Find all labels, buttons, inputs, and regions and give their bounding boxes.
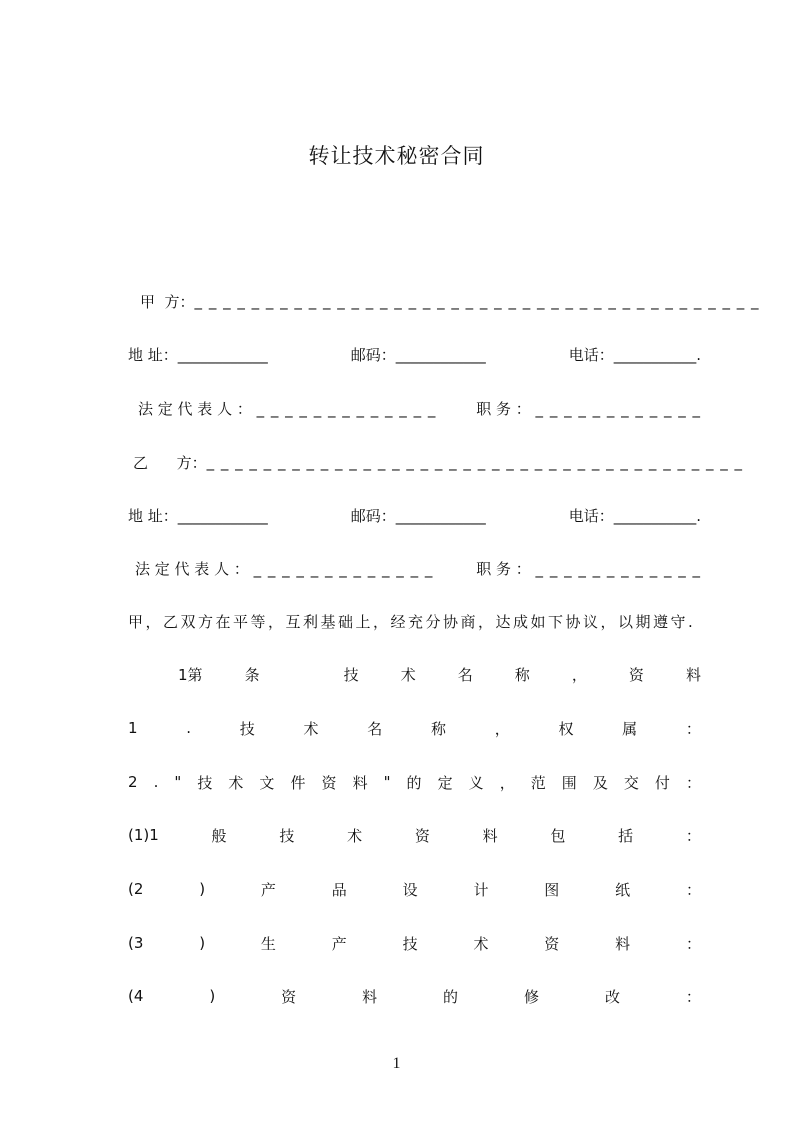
line-token: 术 <box>303 719 319 738</box>
line-token: 的 <box>406 773 422 792</box>
line-token: 资 <box>628 665 644 684</box>
line-token: . <box>153 773 159 791</box>
duty-label: 职 务 ： <box>476 399 531 418</box>
rep-blank: _ _ _ _ _ _ _ _ _ _ _ _ _ <box>253 559 434 578</box>
zip-blank: ____________ <box>395 345 486 364</box>
line-token: 料 <box>482 826 498 845</box>
line-token: ： <box>685 880 701 899</box>
sub-item-1-line <box>128 824 701 846</box>
line-token: 定 <box>437 773 453 792</box>
rep-label: 法 定 代 表 人 ： <box>138 399 252 418</box>
zip-label: 邮码： <box>350 506 396 525</box>
duty-blank: _ _ _ _ _ _ _ _ _ _ _ _ <box>535 399 701 418</box>
line-token: 1 <box>128 719 138 737</box>
line-token: ： <box>685 773 701 792</box>
line-token: 料 <box>685 665 701 684</box>
line-token: 改 <box>604 987 620 1006</box>
line-token: 术 <box>473 934 489 953</box>
line-token: 产 <box>260 880 276 899</box>
rep-label: 法 定 代 表 人 ： <box>135 559 249 578</box>
line-token: 文 <box>259 773 275 792</box>
line-token: 的 <box>443 987 459 1006</box>
line-token: 围 <box>561 773 577 792</box>
preamble-text: 甲，乙双方在平等，互利基础上，经充分协商，达成如下协议，以期遵守. <box>128 612 696 631</box>
preamble <box>128 610 701 632</box>
line-token: ) <box>209 987 216 1005</box>
address-label: 地 址： <box>128 345 178 364</box>
phone-blank: ___________. <box>613 345 701 364</box>
phone-label: 电话： <box>568 506 614 525</box>
line-token: 图 <box>544 880 560 899</box>
line-token: ： <box>685 719 701 738</box>
sub-item-2-line <box>128 878 701 900</box>
line-token: 修 <box>524 987 540 1006</box>
party-a-label: 甲 方： <box>140 292 195 311</box>
line-token: 产 <box>331 934 347 953</box>
line-token: 般 <box>211 826 227 845</box>
line-token: 范 <box>530 773 546 792</box>
line-token: 交 <box>623 773 639 792</box>
line-token: ， <box>571 665 587 684</box>
line-token: ： <box>685 934 701 953</box>
party-b-line <box>133 451 744 473</box>
line-token: ) <box>199 934 206 952</box>
line-token: 料 <box>352 773 368 792</box>
page-number: 1 <box>392 1055 401 1072</box>
sub-item-4-line <box>128 985 701 1007</box>
zip-label: 邮码： <box>350 345 396 364</box>
line-token: ) <box>199 880 206 898</box>
line-token: 术 <box>400 665 416 684</box>
line-token: 件 <box>290 773 306 792</box>
phone-label: 电话： <box>568 345 614 364</box>
line-token: 权 <box>558 719 574 738</box>
line-token: 术 <box>347 826 363 845</box>
duty-label: 职 务 ： <box>476 559 531 578</box>
line-token: 称 <box>514 665 530 684</box>
address-label: 地 址： <box>128 506 178 525</box>
line-token: . <box>186 719 192 737</box>
line-token: (3 <box>128 934 144 952</box>
line-token: 资 <box>414 826 430 845</box>
item-2-line <box>128 771 701 793</box>
line-token: 义 <box>468 773 484 792</box>
line-token: ： <box>685 987 701 1006</box>
document-title: 转让技术秘密合同 <box>308 144 485 168</box>
party-a-address-line <box>128 343 701 365</box>
zip-blank: ____________ <box>395 506 486 525</box>
line-token: 技 <box>197 773 213 792</box>
phone-blank: ___________. <box>613 506 701 525</box>
item-1-line <box>128 717 701 739</box>
line-token: 条 <box>244 665 260 684</box>
line-token: 资 <box>281 987 297 1006</box>
line-token: (4 <box>128 987 144 1005</box>
line-token: 术 <box>228 773 244 792</box>
line-token: 技 <box>402 934 418 953</box>
line-token: 包 <box>550 826 566 845</box>
line-token: ， <box>499 773 515 792</box>
line-token: 设 <box>402 880 418 899</box>
line-token: 料 <box>615 934 631 953</box>
rep-blank: _ _ _ _ _ _ _ _ _ _ _ _ _ <box>256 399 437 418</box>
line-token: 资 <box>544 934 560 953</box>
address-blank: ____________ <box>177 506 268 525</box>
line-token: 料 <box>362 987 378 1006</box>
line-token: 付 <box>654 773 670 792</box>
party-a-blank: _ _ _ _ _ _ _ _ _ _ _ _ _ _ _ _ _ _ _ _ _ _ _ _ _ _ _ _ _ _ _ _ _ _ _ _ _ _ _ _ <box>194 292 760 310</box>
party-b-label: 乙 方： <box>133 453 207 472</box>
line-token: (2 <box>128 880 144 898</box>
line-token: 品 <box>331 880 347 899</box>
party-b-rep-line <box>135 557 701 579</box>
line-token: 计 <box>473 880 489 899</box>
line-token: ： <box>685 826 701 845</box>
line-token: 技 <box>239 719 255 738</box>
line-token: ， <box>494 719 510 738</box>
line-token: (1)1 <box>128 826 159 844</box>
line-token: 称 <box>430 719 446 738</box>
party-a-line <box>140 290 760 312</box>
address-blank: ____________ <box>177 345 268 364</box>
sub-item-3-line <box>128 932 701 954</box>
line-token: 资 <box>321 773 337 792</box>
clause-1-heading <box>178 663 701 685</box>
line-token: 技 <box>343 665 359 684</box>
party-b-address-line <box>128 504 701 526</box>
party-b-blank: _ _ _ _ _ _ _ _ _ _ _ _ _ _ _ _ _ _ _ _ _ _ _ _ _ _ _ _ _ _ _ _ _ _ _ _ _ _ <box>206 453 744 471</box>
line-token: 名 <box>457 665 473 684</box>
line-token: 1第 <box>178 665 203 684</box>
duty-blank: _ _ _ _ _ _ _ _ _ _ _ _ <box>535 559 701 578</box>
line-token: " <box>383 773 391 791</box>
line-token: " <box>174 773 182 791</box>
line-token: 及 <box>592 773 608 792</box>
line-token: 2 <box>128 773 138 791</box>
line-token: 生 <box>260 934 276 953</box>
party-a-rep-line <box>138 397 701 419</box>
line-token: 技 <box>279 826 295 845</box>
line-token: 括 <box>618 826 634 845</box>
line-token: 属 <box>622 719 638 738</box>
line-token: 纸 <box>615 880 631 899</box>
line-token: 名 <box>367 719 383 738</box>
